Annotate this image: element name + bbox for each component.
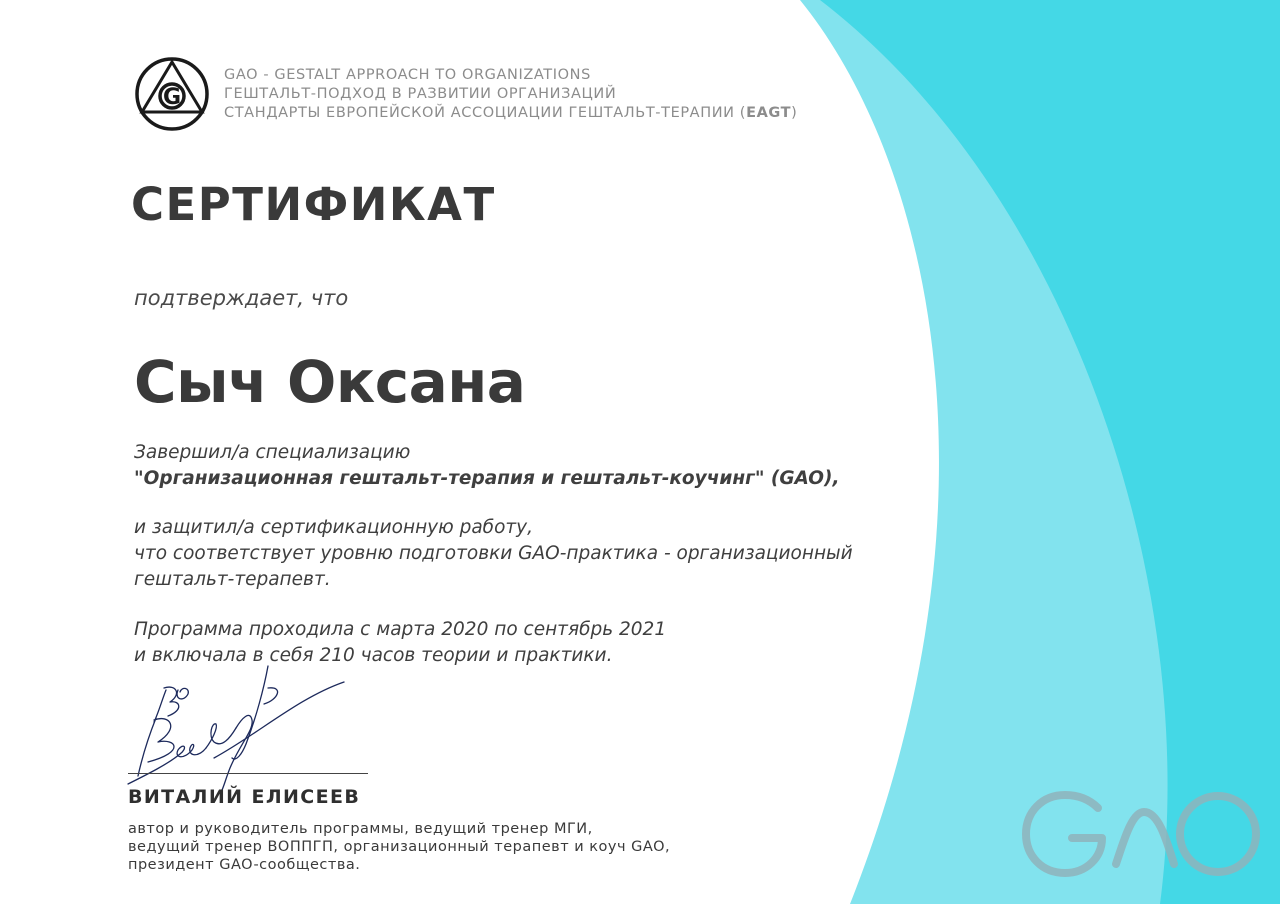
confirms-text: подтверждает, что [134, 286, 349, 310]
specialization-name: "Организационная гештальт-терапия и гештальт-коучинг" (GAO), [134, 468, 840, 489]
recipient-name: Сыч Оксана [134, 348, 526, 416]
logo-letter: G [162, 85, 182, 110]
org-line-3-prefix: СТАНДАРТЫ ЕВРОПЕЙСКОЙ АССОЦИАЦИИ ГЕШТАЛЬТ-ТЕРАПИИ ( [224, 105, 747, 121]
program-line-1: Программа проходила с марта 2020 по сентябрь 2021 [134, 619, 667, 640]
gao-watermark-icon [1020, 790, 1265, 880]
organization-header [224, 66, 797, 123]
program-line-2: и включала в себя 210 часов теории и практики. [134, 645, 613, 666]
signature-line [128, 773, 368, 774]
org-line-2: ГЕШТАЛЬТ-ПОДХОД В РАЗВИТИИ ОРГАНИЗАЦИЙ [224, 86, 617, 102]
defense-line-2: что соответствует уровню подготовки GAO-практика - организационный [134, 543, 853, 564]
signer-name: ВИТАЛИЙ ЕЛИСЕЕВ [128, 786, 361, 808]
signer-desc-line-3: президент GAO-сообщества. [128, 857, 361, 873]
org-line-3-suffix: ) [791, 105, 798, 121]
certificate-title: СЕРТИФИКАТ [131, 178, 496, 231]
defense-line-3: гештальт-терапевт. [134, 569, 331, 590]
signer-description [128, 820, 670, 874]
handwritten-signature [118, 658, 368, 798]
org-line-3-bold: EAGT [746, 105, 792, 121]
completed-line: Завершил/а специализацию [134, 442, 411, 463]
defense-line-1: и защитил/а сертификационную работу, [134, 517, 533, 538]
signer-desc-line-2: ведущий тренер ВОППГП, организационный терапевт и коуч GAO, [128, 839, 671, 855]
org-line-1: GAO - GESTALT APPROACH TO ORGANIZATIONS [224, 67, 591, 83]
org-line-3 [224, 104, 797, 123]
signer-desc-line-1: автор и руководитель программы, ведущий тренер МГИ, [128, 821, 593, 837]
defense-block [134, 515, 853, 593]
gao-logo-icon [134, 56, 210, 132]
specialization-block [134, 440, 840, 492]
